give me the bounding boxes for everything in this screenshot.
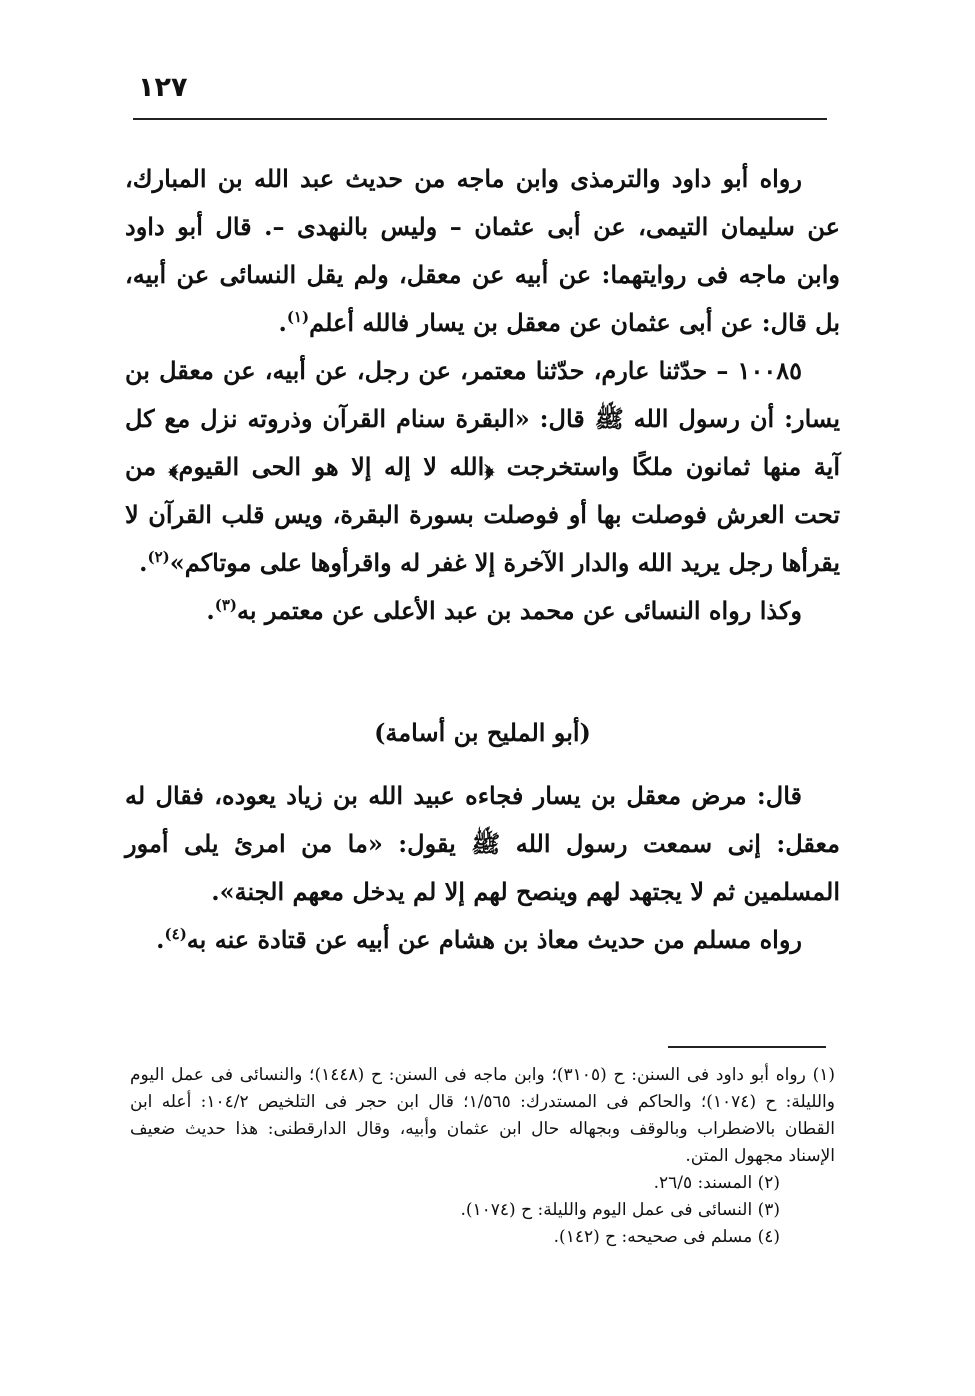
main-text-top — [125, 155, 840, 635]
section-title: (أبو المليح بن أسامة) — [374, 718, 591, 747]
footnotes — [130, 1062, 835, 1251]
footnote-ref-2: (٢) — [147, 548, 170, 566]
paragraph-nasai: وكذا رواه النسائى عن محمد بن عبد الأعلى عن معتمر به$^{(٣)}$. — [206, 596, 802, 625]
footnote-ref-4: (٤) — [164, 925, 187, 943]
footnote-rule — [668, 1046, 826, 1048]
paragraph-muslim: رواه مسلم من حديث معاذ بن هشام عن أبيه عن قتادة عنه به$^{(٤)}$. — [156, 925, 802, 954]
header-rule — [133, 118, 827, 120]
paragraph-riwayah: رواه أبو داود والترمذى وابن ماجه من حديث عبد الله بن المبارك، عن سليمان التيمى، عن أبى عثمان – وليس بالنهدى –. قال أبو داود وابن ماجه فى روايتهما: عن أبيه عن معقل، ولم يقل النسائى عن أبيه، بل قال: عن أبى عثمان عن معقل بن يسار فالله أعلم$^{(١)}$. — [125, 164, 840, 337]
footnote-ref-1: (١) — [286, 308, 310, 326]
paragraph-maqil: قال: مرض معقل بن يسار فجاءه عبيد الله بن زياد يعوده، فقال له معقل: إنى سمعت رسول الله ﷺ يقول: «ما من امرئ يلى أمور المسلمين ثم لا يجتهد لهم وينصح لهم إلا لم يدخل معهم الجنة». — [125, 781, 840, 906]
footnote-ref-3: (٣) — [214, 596, 238, 614]
footnote-3: (٣) النسائى فى عمل اليوم والليلة: ح (١٠٧٤). — [460, 1200, 780, 1220]
footnote-4: (٤) مسلم فى صحيحه: ح (١٤٢). — [553, 1227, 780, 1247]
footnote-1: (١) رواه أبو داود فى السنن: ح (٣١٠٥)؛ وابن ماجه فى السنن: ح (١٤٤٨)؛ والنسائى فى عمل اليوم والليلة: ح (١٠٧٤)؛ والحاكم فى المستدرك: ١/٥٦٥؛ قال ابن حجر فى التلخيص ١٠٤/٢: أعله ابن القطان بالاضطراب وبالوقف وبجهاله حال ابن عثمان وأبيه، وقال الدارقطنى: هذا حديث ضعيف الإسناد مجهول المتن. — [130, 1065, 835, 1166]
paragraph-hadith-10085: ١٠٠٨٥ – حدّثنا عارم، حدّثنا معتمر، عن رجل، عن أبيه، عن معقل بن يسار: أن رسول الله ﷺ قال: «البقرة سنام القرآن وذروته نزل مع كل آية منها ثمانون ملكًا واستخرجت ﴿الله لا إله إلا هو الحى القيوم﴾ من تحت العرش فوصلت بها أو فوصلت بسورة البقرة، ويس قلب القرآن لا يقرأها رجل يريد الله والدار الآخرة إلا غفر له واقرأوها على موتاكم»$^{(٢)}$. — [125, 356, 840, 577]
footnote-2: (٢) المسند: ٢٦/٥. — [653, 1173, 780, 1193]
page-number: ١٢٧ — [138, 72, 188, 103]
main-text-bottom — [125, 772, 840, 964]
